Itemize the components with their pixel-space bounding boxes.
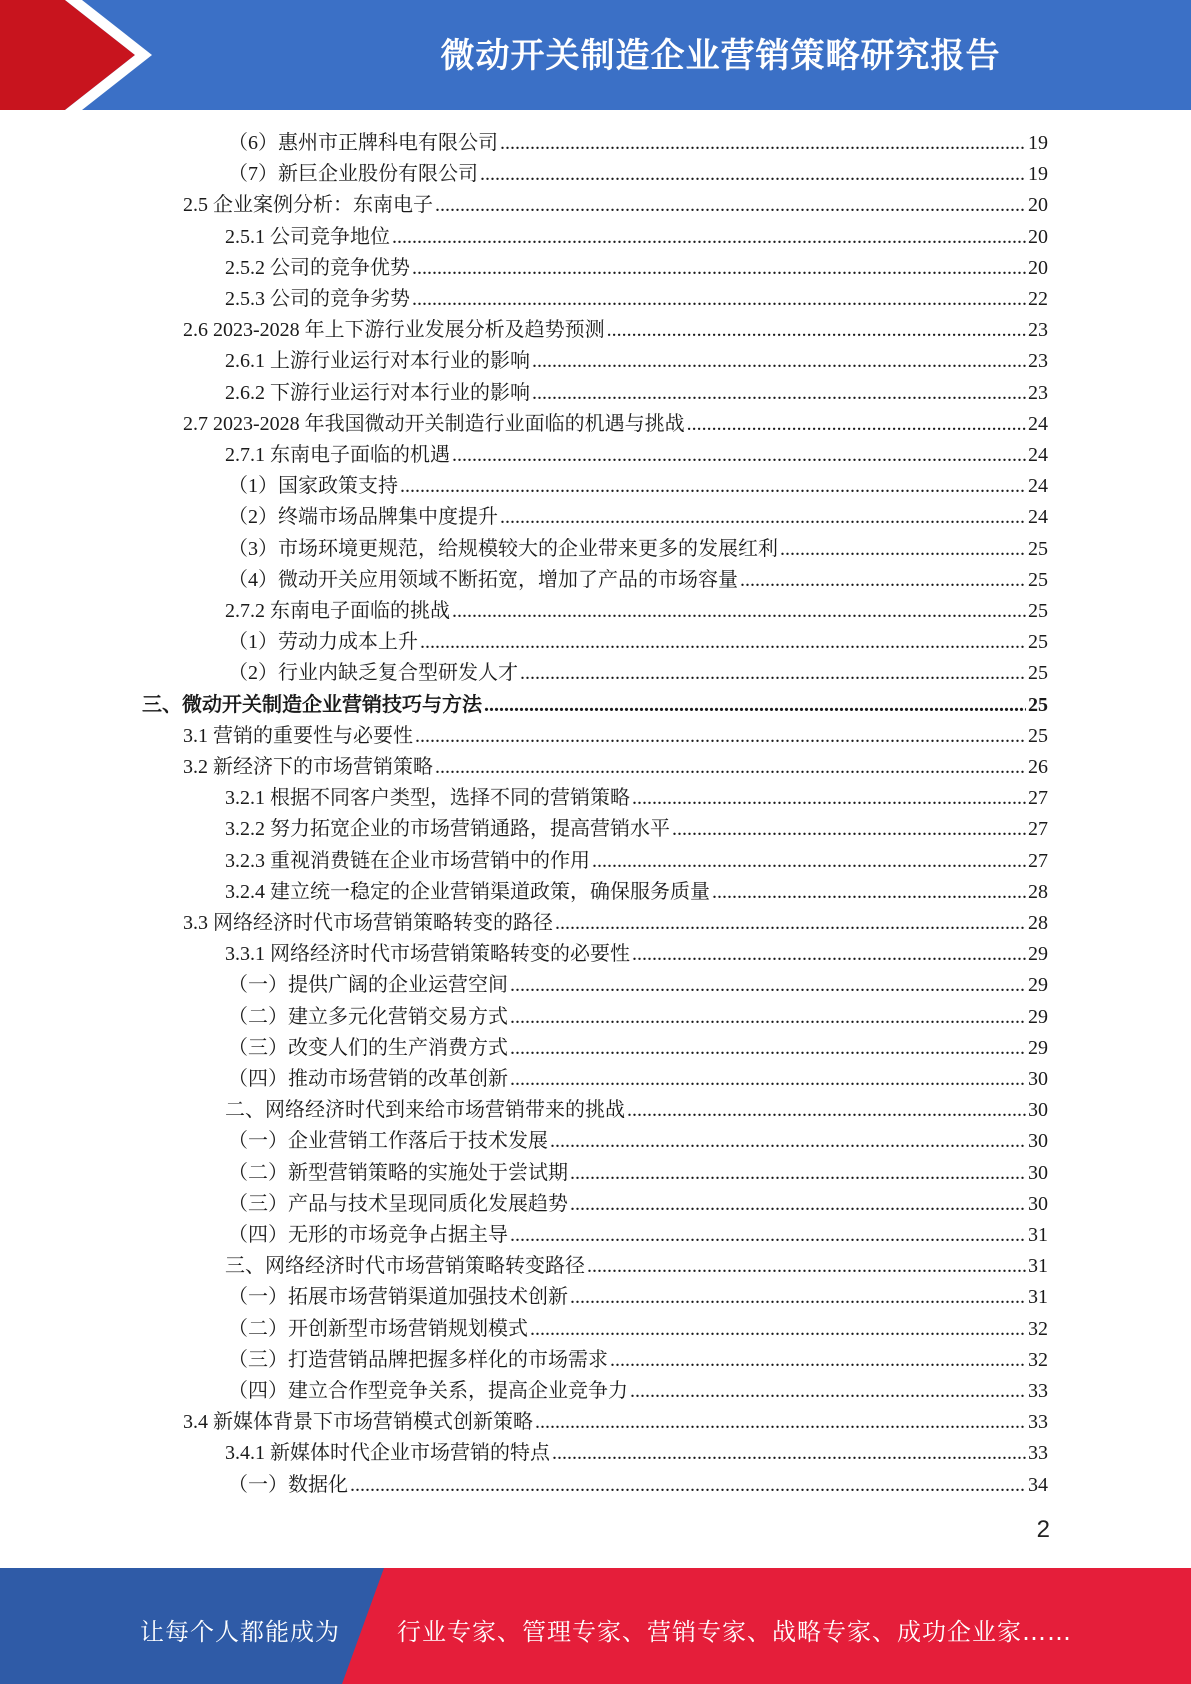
toc-dot-leader [712, 877, 1026, 908]
toc-entry[interactable] [228, 1064, 1048, 1095]
toc-entry-title: （二）建立多元化营销交易方式 [228, 1005, 508, 1028]
toc-entry[interactable] [228, 128, 1048, 159]
footer-slogan: 让每个人都能成为 [140, 1618, 340, 1646]
toc-entry-page: 25 [1028, 600, 1048, 622]
toc-entry[interactable] [228, 1220, 1048, 1251]
toc-entry-page: 31 [1028, 1286, 1048, 1309]
toc-entry-page: 31 [1028, 1255, 1048, 1278]
toc-dot-leader [587, 1251, 1026, 1282]
toc-entry-title: （三）改变人们的生产消费方式 [228, 1036, 508, 1059]
toc-dot-leader [510, 1064, 1026, 1095]
toc-entry[interactable] [225, 939, 1048, 970]
toc-entry[interactable] [228, 502, 1048, 533]
toc-entry-title: （一）提供广阔的企业运营空间 [228, 974, 508, 997]
toc-dot-leader [532, 378, 1026, 409]
toc-entry-title: 3.2.2 努力拓宽企业的市场营销通路，提高营销水平 [225, 818, 670, 841]
toc-dot-leader [500, 128, 1026, 159]
toc-dot-leader [435, 752, 1026, 783]
toc-entry-title: （三）产品与技术呈现同质化发展趋势 [228, 1192, 568, 1215]
toc-entry-page: 27 [1028, 787, 1048, 810]
toc-entry[interactable] [228, 1033, 1048, 1064]
toc-entry-page: 29 [1028, 1005, 1048, 1028]
toc-entry-page: 33 [1028, 1411, 1048, 1434]
toc-entry-page: 25 [1028, 662, 1048, 685]
toc-dot-leader [672, 814, 1026, 845]
toc-entry-page: 20 [1028, 194, 1048, 217]
toc-entry-title: 二、网络经济时代到来给市场营销带来的挑战 [225, 1099, 625, 1122]
toc-dot-leader [532, 346, 1026, 377]
toc-entry-title: 3.4.1 新媒体时代企业市场营销的特点 [225, 1442, 550, 1465]
toc-dot-leader [520, 658, 1026, 689]
toc-entry-title: 2.5.1 公司竞争地位 [225, 225, 390, 248]
toc-entry-title: 3.2.4 建立统一稳定的企业营销渠道政策，确保服务质量 [225, 880, 710, 903]
toc-entry[interactable] [228, 1282, 1048, 1313]
toc-entry-page: 24 [1028, 475, 1048, 498]
toc-entry[interactable] [225, 1095, 1048, 1126]
toc-entry-page: 23 [1028, 319, 1048, 342]
toc-dot-leader [435, 190, 1026, 221]
toc-entry[interactable] [183, 721, 1048, 752]
toc-entry-title: （三）打造营销品牌把握多样化的市场需求 [228, 1348, 608, 1371]
toc-entry-title: （一）拓展市场营销渠道加强技术创新 [228, 1286, 568, 1309]
toc-entry[interactable] [225, 877, 1048, 908]
toc-entry-title: （6）惠州市正牌科电有限公司 [228, 132, 498, 154]
toc-entry-page: 32 [1028, 1348, 1048, 1371]
toc-entry[interactable] [228, 159, 1048, 190]
toc-entry-title: 2.5 企业案例分析：东南电子 [183, 194, 433, 217]
toc-entry-title: 3.2 新经济下的市场营销策略 [183, 756, 433, 778]
toc-entry[interactable] [228, 658, 1048, 689]
toc-dot-leader [530, 1314, 1026, 1345]
toc-entry[interactable] [228, 534, 1048, 565]
toc-dot-leader [740, 565, 1026, 596]
toc-entry-title: （四）推动市场营销的改革创新 [228, 1068, 508, 1090]
toc-dot-leader [500, 502, 1026, 533]
toc-entry-page: 26 [1028, 756, 1048, 778]
toc-entry-page: 30 [1028, 1192, 1048, 1215]
toc-dot-leader [480, 159, 1026, 190]
toc-entry-page: 25 [1028, 724, 1048, 747]
toc-dot-leader [570, 1158, 1026, 1189]
toc-entry-page: 24 [1028, 412, 1048, 435]
toc-dot-leader [632, 783, 1026, 814]
page-header [0, 0, 1191, 110]
toc-dot-leader [552, 1438, 1026, 1469]
toc-dot-leader [610, 1345, 1026, 1376]
toc-entry[interactable] [225, 253, 1048, 284]
toc-entry-title: （四）建立合作型竞争关系，提高企业竞争力 [228, 1380, 628, 1402]
toc-entry-title: 2.7.2 东南电子面临的挑战 [225, 600, 450, 622]
toc-entry-page: 23 [1028, 381, 1048, 404]
toc-entry-title: 3.2.3 重视消费链在企业市场营销中的作用 [225, 849, 590, 872]
toc-entry[interactable] [228, 1158, 1048, 1189]
toc-entry-title: （3）市场环境更规范，给规模较大的企业带来更多的发展红利 [228, 537, 778, 560]
toc-dot-leader [632, 939, 1026, 970]
toc-entry-page: 31 [1028, 1224, 1048, 1246]
toc-entry[interactable] [225, 378, 1048, 409]
toc-entry[interactable] [225, 846, 1048, 877]
toc-entry-page: 24 [1028, 506, 1048, 529]
toc-entry[interactable] [225, 596, 1048, 627]
toc-entry-title: 2.6.2 下游行业运行对本行业的影响 [225, 381, 530, 404]
toc-entry-page: 25 [1028, 631, 1048, 654]
toc-dot-leader [510, 970, 1026, 1001]
toc-entry[interactable] [183, 315, 1048, 346]
toc-entry-page: 28 [1028, 880, 1048, 903]
toc-dot-leader [420, 627, 1026, 658]
toc-dot-leader [510, 1033, 1026, 1064]
toc-entry-title: （4）微动开关应用领域不断拓宽，增加了产品的市场容量 [228, 568, 738, 591]
toc-entry[interactable] [228, 471, 1048, 502]
toc-dot-leader [452, 440, 1026, 471]
toc-entry-page: 33 [1028, 1380, 1048, 1402]
toc-dot-leader [550, 1126, 1026, 1157]
page-number: 2 [1036, 1516, 1050, 1543]
toc-entry[interactable] [183, 908, 1048, 939]
toc-entry[interactable] [225, 222, 1048, 253]
toc-dot-leader [510, 1220, 1026, 1251]
toc-entry[interactable] [142, 690, 1048, 721]
toc-dot-leader [630, 1376, 1026, 1407]
toc-dot-leader [452, 596, 1026, 627]
toc-entry-title: （二）新型营销策略的实施处于尝试期 [228, 1161, 568, 1184]
toc-dot-leader [412, 253, 1026, 284]
toc-entry-title: （7）新巨企业股份有限公司 [228, 163, 478, 186]
toc-entry-page: 27 [1028, 849, 1048, 872]
toc-entry[interactable] [183, 190, 1048, 221]
toc-dot-leader [687, 409, 1026, 440]
toc-dot-leader [570, 1282, 1026, 1313]
toc-entry-title: （1）劳动力成本上升 [228, 631, 418, 654]
toc-entry[interactable] [225, 814, 1048, 845]
toc-entry[interactable] [228, 1126, 1048, 1157]
page-footer [0, 1568, 1191, 1684]
toc-entry-page: 28 [1028, 912, 1048, 934]
toc-dot-leader [627, 1095, 1026, 1126]
toc-entry-page: 25 [1028, 693, 1048, 716]
toc-entry-title: 3.2.1 根据不同客户类型，选择不同的营销策略 [225, 787, 630, 810]
toc-entry[interactable] [228, 565, 1048, 596]
toc-entry-page: 24 [1028, 444, 1048, 466]
toc-dot-leader [412, 284, 1026, 315]
toc-dot-leader [780, 534, 1026, 565]
toc-entry-title: 3.1 营销的重要性与必要性 [183, 724, 413, 747]
toc-entry-page: 19 [1028, 132, 1048, 154]
toc-entry-page: 30 [1028, 1099, 1048, 1122]
toc-entry[interactable] [228, 1376, 1048, 1407]
toc-entry[interactable] [228, 1345, 1048, 1376]
toc-dot-leader [592, 846, 1026, 877]
toc-dot-leader [510, 1002, 1026, 1033]
toc-entry-page: 30 [1028, 1161, 1048, 1184]
toc-entry[interactable] [183, 752, 1048, 783]
toc-entry-title: （一）数据化 [228, 1473, 348, 1496]
toc-entry-title: （1）国家政策支持 [228, 475, 398, 498]
toc-entry-page: 19 [1028, 163, 1048, 186]
report-title: 微动开关制造企业营销策略研究报告 [440, 36, 1001, 76]
toc-entry-page: 30 [1028, 1068, 1048, 1090]
toc-entry-title: 2.6 2023-2028 年上下游行业发展分析及趋势预测 [183, 319, 605, 342]
toc-entry-page: 34 [1028, 1473, 1048, 1496]
toc-entry-page: 29 [1028, 943, 1048, 966]
toc-entry-title: 三、微动开关制造企业营销技巧与方法 [142, 693, 482, 716]
toc-dot-leader [392, 222, 1026, 253]
toc-entry[interactable] [228, 1470, 1048, 1501]
toc-entry-page: 30 [1028, 1130, 1048, 1153]
toc-entry[interactable] [225, 440, 1048, 471]
toc-entry-page: 23 [1028, 350, 1048, 373]
toc-entry[interactable] [228, 1314, 1048, 1345]
toc-entry-page: 25 [1028, 568, 1048, 591]
toc-entry-page: 25 [1028, 537, 1048, 560]
toc-dot-leader [400, 471, 1026, 502]
toc-entry-page: 33 [1028, 1442, 1048, 1465]
toc-entry[interactable] [225, 346, 1048, 377]
toc-entry-title: （2）行业内缺乏复合型研发人才 [228, 662, 518, 685]
toc-entry[interactable] [228, 1189, 1048, 1220]
toc-entry[interactable] [183, 409, 1048, 440]
toc-entry-title: 3.3 网络经济时代市场营销策略转变的路径 [183, 912, 553, 934]
toc-entry-page: 32 [1028, 1317, 1048, 1340]
footer-tagline: 行业专家、管理专家、营销专家、战略专家、成功企业家…… [397, 1618, 1072, 1646]
toc-entry[interactable] [228, 1002, 1048, 1033]
toc-dot-leader [415, 721, 1026, 752]
toc-entry-title: 2.6.1 上游行业运行对本行业的影响 [225, 350, 530, 373]
toc-entry-title: 3.4 新媒体背景下市场营销模式创新策略 [183, 1411, 533, 1434]
toc-entry[interactable] [225, 783, 1048, 814]
toc-dot-leader [484, 690, 1026, 721]
toc-entry-title: 3.3.1 网络经济时代市场营销策略转变的必要性 [225, 943, 630, 966]
toc-entry-page: 22 [1028, 288, 1048, 310]
toc-entry-title: 2.7 2023-2028 年我国微动开关制造行业面临的机遇与挑战 [183, 412, 685, 435]
toc-entry[interactable] [225, 284, 1048, 315]
toc-entry-page: 29 [1028, 974, 1048, 997]
toc-entry-page: 27 [1028, 818, 1048, 841]
toc-entry[interactable] [225, 1251, 1048, 1282]
toc-entry-title: 2.5.3 公司的竞争劣势 [225, 288, 410, 310]
toc-entry[interactable] [228, 627, 1048, 658]
toc-entry[interactable] [225, 1438, 1048, 1469]
toc-entry-page: 29 [1028, 1036, 1048, 1059]
toc-entry-title: （二）开创新型市场营销规划模式 [228, 1317, 528, 1340]
toc-entry-page: 20 [1028, 256, 1048, 279]
toc-entry[interactable] [228, 970, 1048, 1001]
toc-entry-title: （2）终端市场品牌集中度提升 [228, 506, 498, 529]
toc-entry-title: （一）企业营销工作落后于技术发展 [228, 1130, 548, 1153]
toc-dot-leader [535, 1407, 1026, 1438]
toc-dot-leader [555, 908, 1026, 939]
toc-dot-leader [570, 1189, 1026, 1220]
toc-entry-title: 2.5.2 公司的竞争优势 [225, 256, 410, 279]
toc-entry-title: 三、网络经济时代市场营销策略转变路径 [225, 1255, 585, 1278]
toc-dot-leader [350, 1470, 1026, 1501]
toc-entry-page: 20 [1028, 225, 1048, 248]
toc-dot-leader [607, 315, 1026, 346]
toc-entry[interactable] [183, 1407, 1048, 1438]
toc-entry-title: 2.7.1 东南电子面临的机遇 [225, 444, 450, 466]
toc-entry-title: （四）无形的市场竞争占据主导 [228, 1224, 508, 1246]
